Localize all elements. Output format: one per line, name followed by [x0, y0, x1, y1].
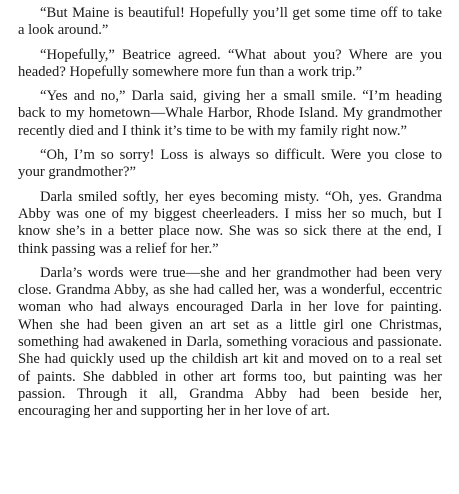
paragraph-5: Darla smiled softly, her eyes becoming misty. “Oh, yes. Grandma Abby was one of my biggest cheerleaders. I miss her so much, but I know she’s in a better place now. She was so sick there at the end, I think passing was a relief for her.”: [18, 188, 442, 257]
paragraph-3: “Yes and no,” Darla said, giving her a small smile. “I’m heading back to my hometown—Whale Harbor, Rhode Island. My grandmother recently died and I think it’s time to be with my family right now.”: [18, 88, 442, 139]
paragraph-2: “Hopefully,” Beatrice agreed. “What about you? Where are you headed? Hopefully somewhere more fun than a work trip.”: [18, 46, 442, 80]
paragraph-4: “Oh, I’m so sorry! Loss is always so difficult. Were you close to your grandmother?”: [18, 147, 442, 181]
paragraph-1: “But Maine is beautiful! Hopefully you’ll get some time off to take a look around.”: [18, 5, 442, 39]
paragraph-6: Darla’s words were true—she and her grandmother had been very close. Grandma Abby, as she had called her, was a wonderful, eccentric woman who had always encouraged Darla in her love for painting. When she had been given an art set as a little girl one Christmas, something had awakened in Darla, something voracious and passionate. She had quickly used up the childish art kit and moved on to a real set of paints. She dabbled in other art forms too, but painting was her passion. Through it all, Grandma Abby had been beside her, encouraging her and supporting her in her love of art.: [18, 264, 442, 420]
book-page: [18, 5, 442, 428]
